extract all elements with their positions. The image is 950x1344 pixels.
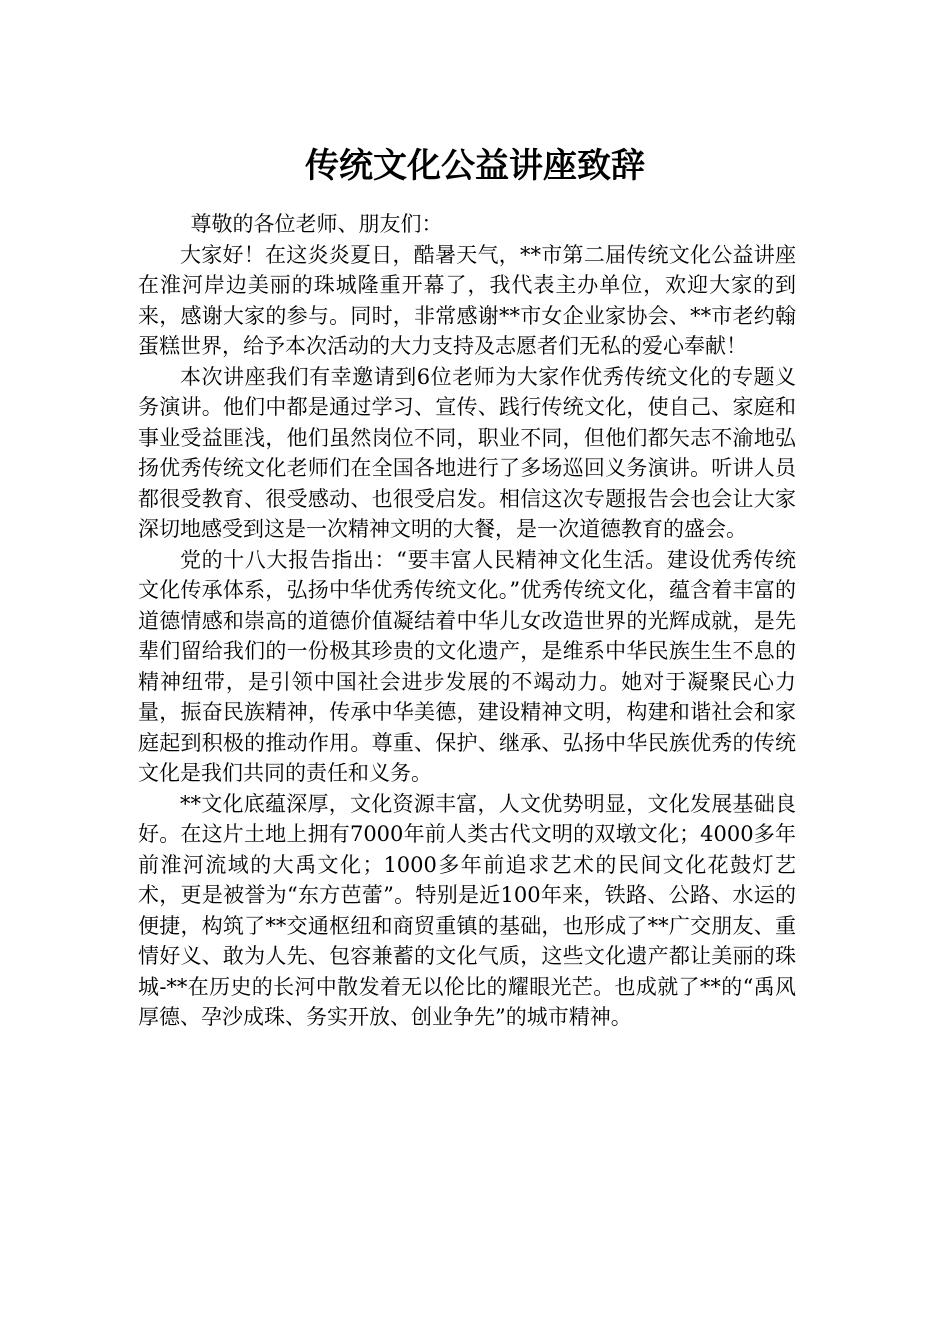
document-body [138,209,796,1033]
paragraph-city-culture: **文化底蕴深厚，文化资源丰富，人文优势明显，文化发展基础良好。在这片土地上拥有7000年前人类古代文明的双墩文化；4000多年前淮河流域的大禹文化；1000多年前追求艺术的民间文化花鼓灯艺术，更是被誉为“东方芭蕾”。特别是近100年来，铁路、公路、水运的便捷，构筑了**交通枢纽和商贸重镇的基础，也形成了**广交朋友、重情好义、敢为人先、包容兼蓄的文化气质，这些文化遗产都让美丽的珠城-**在历史的长河中散发着无以伦比的耀眼光芒。也成就了**的“禹风厚德、孕沙成珠、务实开放、创业争先”的城市精神。 [138,791,796,1029]
paragraph-report: 党的十八大报告指出：“要丰富人民精神文化生活。建设优秀传统文化传承体系，弘扬中华优秀传统文化。”优秀传统文化，蕴含着丰富的道德情感和崇高的道德价值凝结着中华儿女改造世界的光辉成就，是先辈们留给我们的一份极其珍贵的文化遗产，是维系中华民族生生不息的精神纽带，是引领中国社会进步发展的不竭动力。她对于凝聚民心力量，振奋民族精神，传承中华美德，建设精神文明，构建和谐社会和家庭起到积极的推动作用。尊重、保护、继承、弘扬中华民族优秀的传统文化是我们共同的责任和义务。 [138,547,796,785]
paragraph-welcome: 大家好！在这炎炎夏日，酷暑天气，**市第二届传统文化公益讲座在淮河岸边美丽的珠城隆重开幕了，我代表主办单位，欢迎大家的到来，感谢大家的参与。同时，非常感谢**市女企业家协会、**市老约翰蛋糕世界，给予本次活动的大力支持及志愿者们无私的爱心奉献！ [138,242,796,358]
document-title: 传统文化公益讲座致辞 [305,146,645,186]
paragraph-lecture: 本次讲座我们有幸邀请到6位老师为大家作优秀传统文化的专题义务演讲。他们中都是通过学习、宣传、践行传统文化，使自己、家庭和事业受益匪浅，他们虽然岗位不同，职业不同，但他们都矢志不渝地弘扬优秀传统文化老师们在全国各地进行了多场巡回义务演讲。听讲人员都很受教育、很受感动、也很受启发。相信这次专题报告会也会让大家深切地感受到这是一次精神文明的大餐，是一次道德教育的盛会。 [138,364,796,541]
salutation: 尊敬的各位老师、朋友们： [190,212,443,236]
